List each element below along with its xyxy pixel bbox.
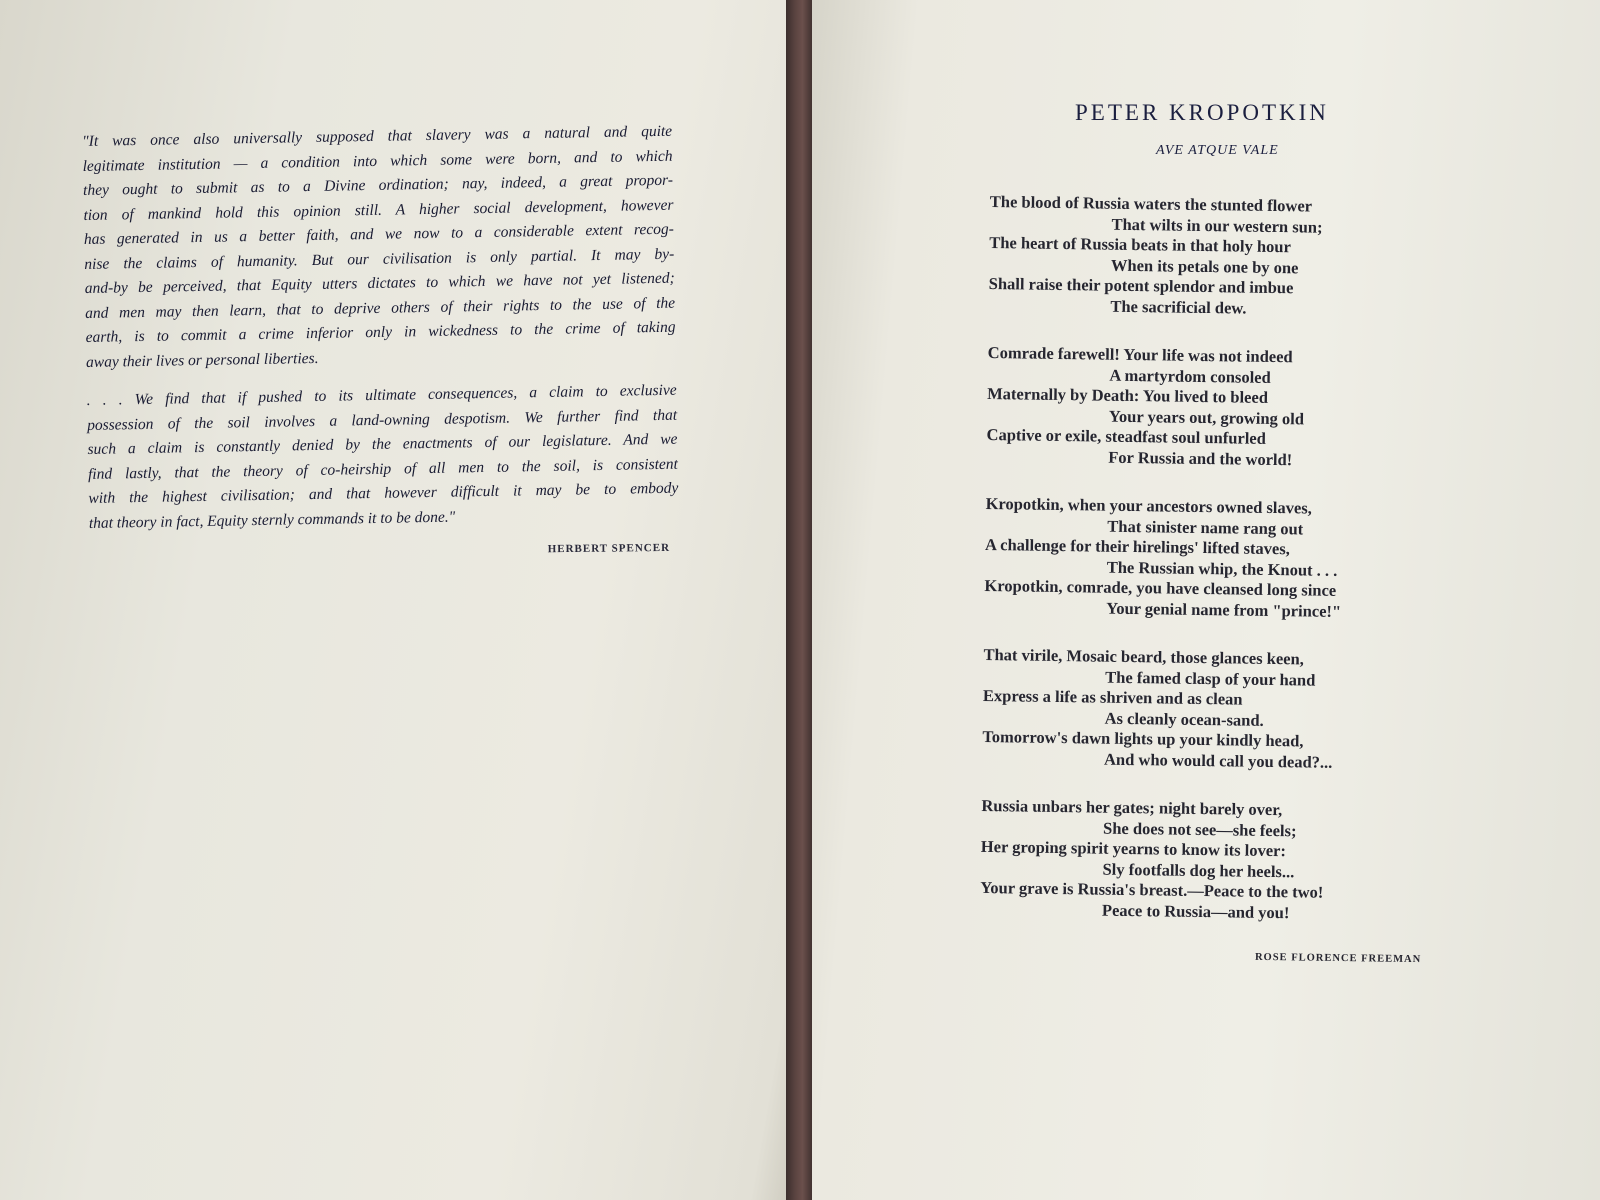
poem-line: A martyrdom consoled (1109, 365, 1271, 387)
quote-line: and-by be perceived, that Equity utters dictates to which we have not yet listened; (84, 269, 675, 297)
quote-line: tion of mankind hold this opinion still. A higher social development, however (83, 196, 674, 224)
quote-line: legitimate institution — a condition into which some were born, and to which (82, 147, 673, 175)
quote-line: possession of the soil involves a land-owning despotism. We further find that (87, 406, 678, 434)
quote-line: "It was once also universally supposed that slavery was a natural and quite (82, 122, 673, 150)
quote-line: with the highest civilisation; and that however difficult it may be to embody (88, 479, 679, 507)
poem-line: Tomorrow's dawn lights up your kindly head, (982, 726, 1304, 751)
quote-paragraph-1 (82, 120, 676, 375)
poem-stanza (984, 494, 1456, 624)
poem-line: The famed clasp of your hand (1105, 667, 1316, 690)
quote-paragraph-2 (87, 379, 679, 536)
poem-line: Maternally by Death: You lived to bleed (987, 383, 1269, 407)
poem-stanza (980, 796, 1452, 926)
quote-line: away their lives or personal liberties. (85, 349, 319, 371)
poem-stanza (982, 645, 1454, 775)
poem-line: That wilts in our western sun; (1111, 214, 1323, 237)
quote-line: such a claim is constantly denied by the enactments of our legislature. And we (87, 430, 678, 458)
poem-stanza (986, 343, 1458, 473)
poem-line: Express a life as shriven and as clean (982, 685, 1243, 709)
poem-line: Her groping spirit yearns to know its lover: (980, 836, 1287, 861)
poem-line: Russia unbars her gates; night barely over, (981, 795, 1283, 820)
poet-attribution: ROSE FLORENCE FREEMAN (1254, 951, 1422, 966)
poem-line: She does not see—she feels; (1103, 818, 1297, 840)
quote-line: and men may then learn, that to deprive others of their rights to the use of the (85, 294, 676, 322)
poem-line: Your years out, growing old (1108, 406, 1305, 428)
poem-line: Kropotkin, comrade, you have cleansed long since (984, 575, 1337, 600)
poem-line: Shall raise their potent splendor and imbue (988, 273, 1294, 298)
poem-line: That virile, Mosaic beard, those glances keen, (983, 644, 1305, 669)
poem-line: That sinister name rang out (1107, 516, 1304, 538)
poem-line: Peace to Russia—and you! (1101, 900, 1290, 922)
poem-line: Captive or exile, steadfast soul unfurled (986, 424, 1267, 448)
poem-line: Kropotkin, when your ancestors owned slaves, (985, 493, 1312, 518)
poem-line: The heart of Russia beats in that holy hour (989, 232, 1292, 257)
poem-stanza (988, 192, 1460, 322)
poem-title: PETER KROPOTKIN (1075, 100, 1329, 125)
quote-line: they ought to submit as to a Divine ordination; nay, indeed, a great propor- (82, 171, 674, 199)
poem-line: A challenge for their hirelings' lifted staves, (984, 534, 1290, 559)
quote-line: nise the claims of humanity. But our civilisation is only partial. It may by- (84, 245, 675, 273)
left-page (0, 0, 790, 1200)
poem-line: The sacrificial dew. (1110, 296, 1247, 318)
quote-line: earth, is to commit a crime inferior only in wickedness to the crime of taking (85, 318, 676, 346)
poem-line: Your grave is Russia's breast.—Peace to the two! (980, 877, 1324, 902)
poem-line: Sly footfalls dog her heels... (1102, 859, 1295, 881)
poem-subtitle: AVE ATQUE VALE (1156, 143, 1279, 158)
poem-line: For Russia and the world! (1108, 447, 1293, 469)
quote-line: that theory in fact, Equity sternly commands it to be done." (88, 508, 456, 532)
poem-body (979, 192, 1459, 953)
poem-line: Comrade farewell! Your life was not indeed (987, 342, 1293, 367)
poem-line: As cleanly ocean-sand. (1104, 708, 1264, 730)
poem-line: When its petals one by one (1110, 255, 1299, 277)
poem-line: The blood of Russia waters the stunted flower (989, 192, 1313, 216)
poem-line: The Russian whip, the Knout . . . (1106, 557, 1338, 580)
quote-line: . . . We find that if pushed to its ultimate consequences, a claim to exclusive (86, 381, 677, 409)
poem-line: Your genial name from "prince!" (1106, 598, 1342, 621)
spencer-quote (82, 120, 679, 536)
poem-line: And who would call you dead?... (1103, 749, 1333, 772)
quote-line: find lastly, that the theory of co-heirship of all men to the soil, is consistent (87, 455, 679, 483)
quote-attribution: HERBERT SPENCER (547, 541, 671, 556)
quote-line: has generated in us a better faith, and we now to a considerable extent recog- (83, 220, 674, 248)
